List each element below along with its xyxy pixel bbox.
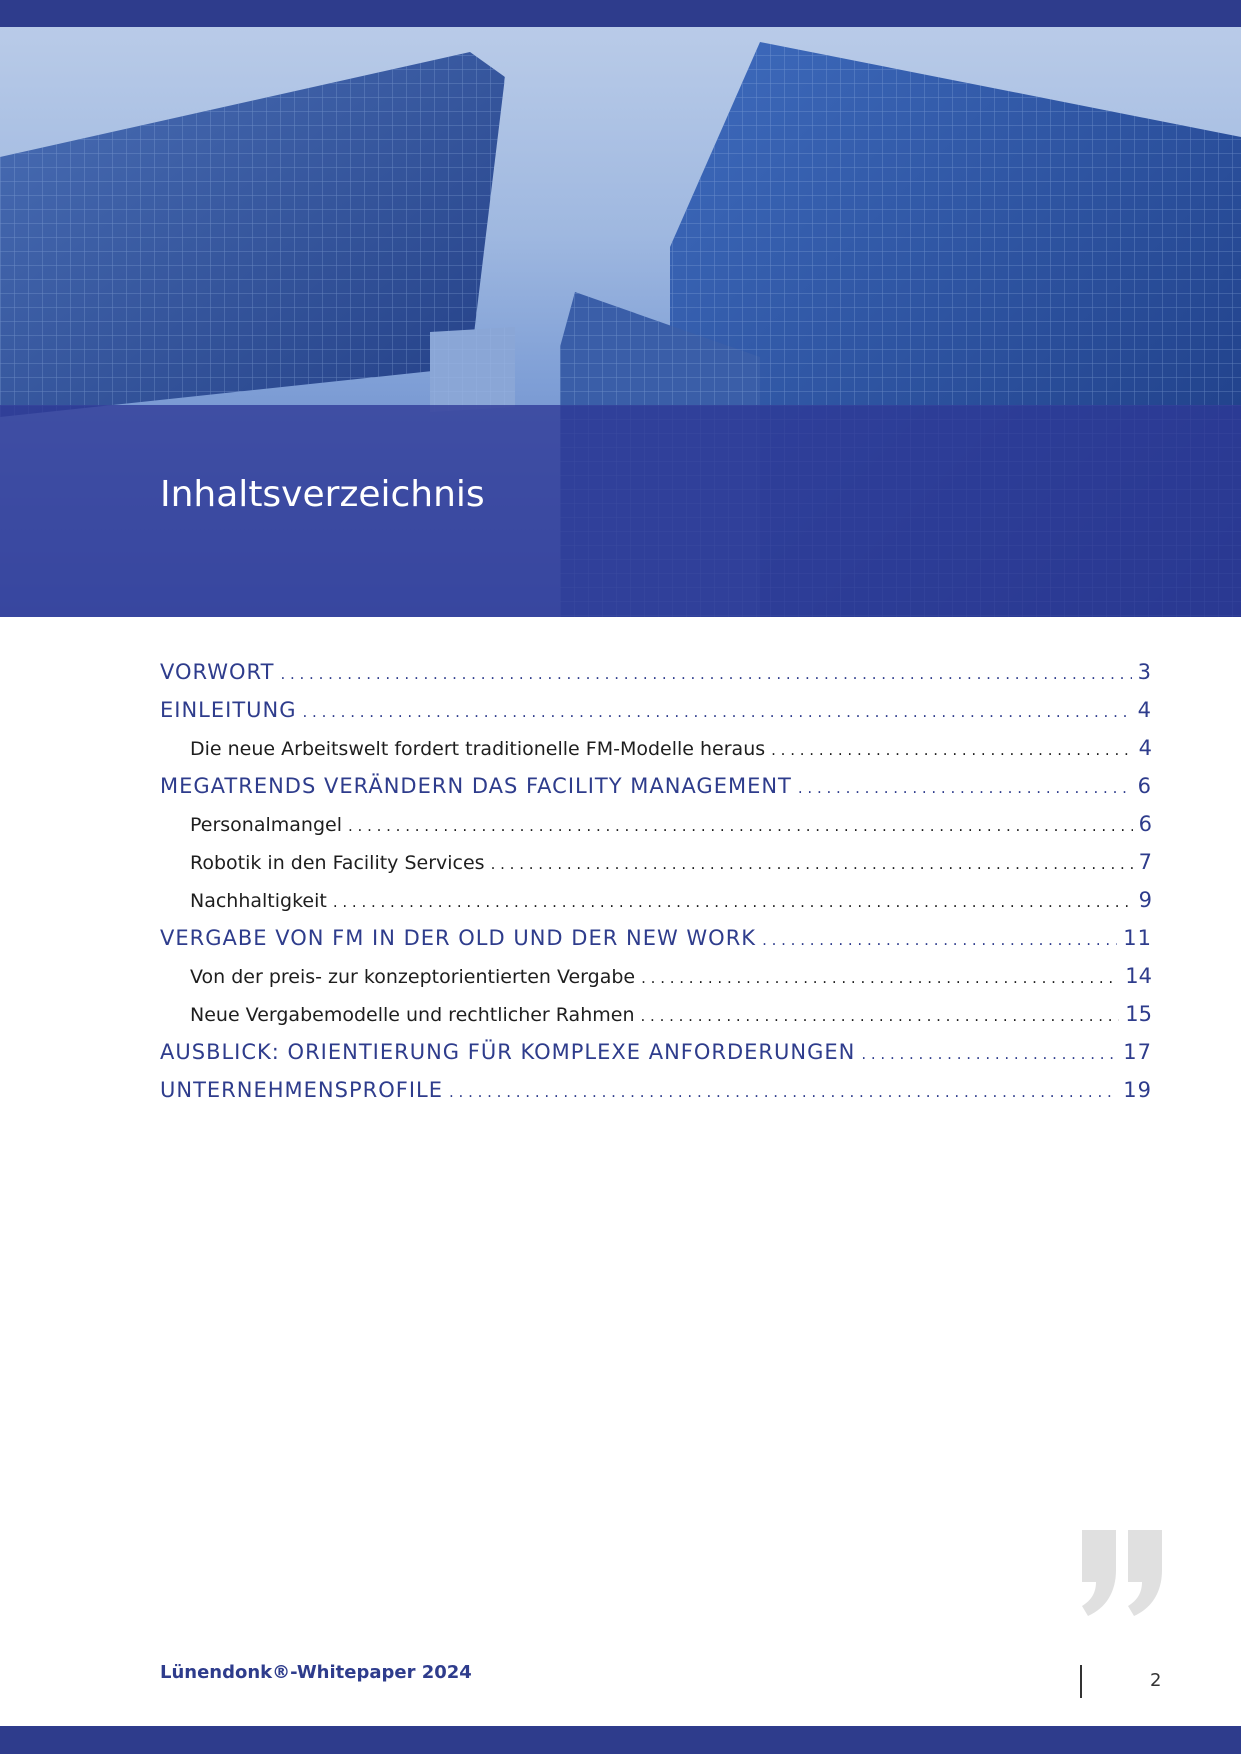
leader-dots bbox=[348, 817, 1133, 835]
leader-dots bbox=[303, 703, 1132, 721]
header-image bbox=[0, 27, 1241, 617]
toc-entry-label: UNTERNEHMENSPROFILE bbox=[160, 1078, 443, 1102]
toc-entry-page: 4 bbox=[1138, 736, 1152, 760]
leader-dots bbox=[861, 1045, 1117, 1063]
toc-subentry[interactable] bbox=[160, 812, 1152, 846]
toc-entry-page: 14 bbox=[1125, 964, 1152, 988]
toc-entry-page: 11 bbox=[1123, 926, 1152, 950]
toc-entry-page: 19 bbox=[1123, 1078, 1152, 1102]
toc-entry-page: 7 bbox=[1138, 850, 1152, 874]
toc-entry[interactable] bbox=[160, 698, 1152, 732]
footer-divider bbox=[1080, 1665, 1082, 1698]
toc-entry[interactable] bbox=[160, 660, 1152, 694]
toc-subentry[interactable] bbox=[160, 1002, 1152, 1036]
toc-entry-page: 6 bbox=[1138, 812, 1152, 836]
publication-name: Lünendonk®-Whitepaper 2024 bbox=[160, 1662, 472, 1683]
bottom-color-bar bbox=[0, 1726, 1241, 1754]
toc-entry[interactable] bbox=[160, 774, 1152, 808]
toc-subentry[interactable] bbox=[160, 888, 1152, 922]
top-color-bar bbox=[0, 0, 1241, 27]
leader-dots bbox=[641, 1007, 1120, 1025]
toc-entry-label: EINLEITUNG bbox=[160, 698, 297, 722]
toc-subentry[interactable] bbox=[160, 736, 1152, 770]
toc-entry-label: VERGABE VON FM IN DER OLD UND DER NEW WORK bbox=[160, 926, 757, 950]
toc-subentry[interactable] bbox=[160, 964, 1152, 998]
toc-entry-page: 15 bbox=[1125, 1002, 1152, 1026]
leader-dots bbox=[333, 893, 1133, 911]
toc-subentry[interactable] bbox=[160, 850, 1152, 884]
toc-entry[interactable] bbox=[160, 1040, 1152, 1074]
toc-entry-label: VORWORT bbox=[160, 660, 275, 684]
toc-entry[interactable] bbox=[160, 926, 1152, 960]
toc-entry-label: Von der preis- zur konzeptorientierten Vergabe bbox=[190, 966, 636, 988]
leader-dots bbox=[449, 1083, 1117, 1101]
toc-entry-page: 4 bbox=[1137, 698, 1152, 722]
toc-entry-page: 9 bbox=[1138, 888, 1152, 912]
toc-entry-label: Robotik in den Facility Services bbox=[190, 852, 485, 874]
toc-entry-label: MEGATRENDS VERÄNDERN DAS FACILITY MANAGEMENT bbox=[160, 774, 792, 798]
leader-dots bbox=[798, 779, 1132, 797]
toc-entry-label: Die neue Arbeitswelt fordert traditionelle FM-Modelle heraus bbox=[190, 738, 766, 760]
page-number: 2 bbox=[1150, 1670, 1162, 1691]
toc-entry-page: 17 bbox=[1123, 1040, 1152, 1064]
toc-entry-label: Personalmangel bbox=[190, 814, 342, 836]
toc-entry-label: Neue Vergabemodelle und rechtlicher Rahmen bbox=[190, 1004, 635, 1026]
closing-quote-icon bbox=[1078, 1530, 1168, 1620]
toc-entry-label: AUSBLICK: ORIENTIERUNG FÜR KOMPLEXE ANFORDERUNGEN bbox=[160, 1040, 856, 1064]
leader-dots bbox=[280, 665, 1131, 683]
toc-entry-label: Nachhaltigkeit bbox=[190, 890, 327, 912]
toc-entry-page: 3 bbox=[1137, 660, 1152, 684]
leader-dots bbox=[771, 741, 1132, 759]
leader-dots bbox=[491, 855, 1133, 873]
toc-entry[interactable] bbox=[160, 1078, 1152, 1112]
leader-dots bbox=[762, 931, 1117, 949]
leader-dots bbox=[641, 969, 1119, 987]
toc-entry-page: 6 bbox=[1137, 774, 1152, 798]
page-title: Inhaltsverzeichnis bbox=[160, 474, 485, 515]
